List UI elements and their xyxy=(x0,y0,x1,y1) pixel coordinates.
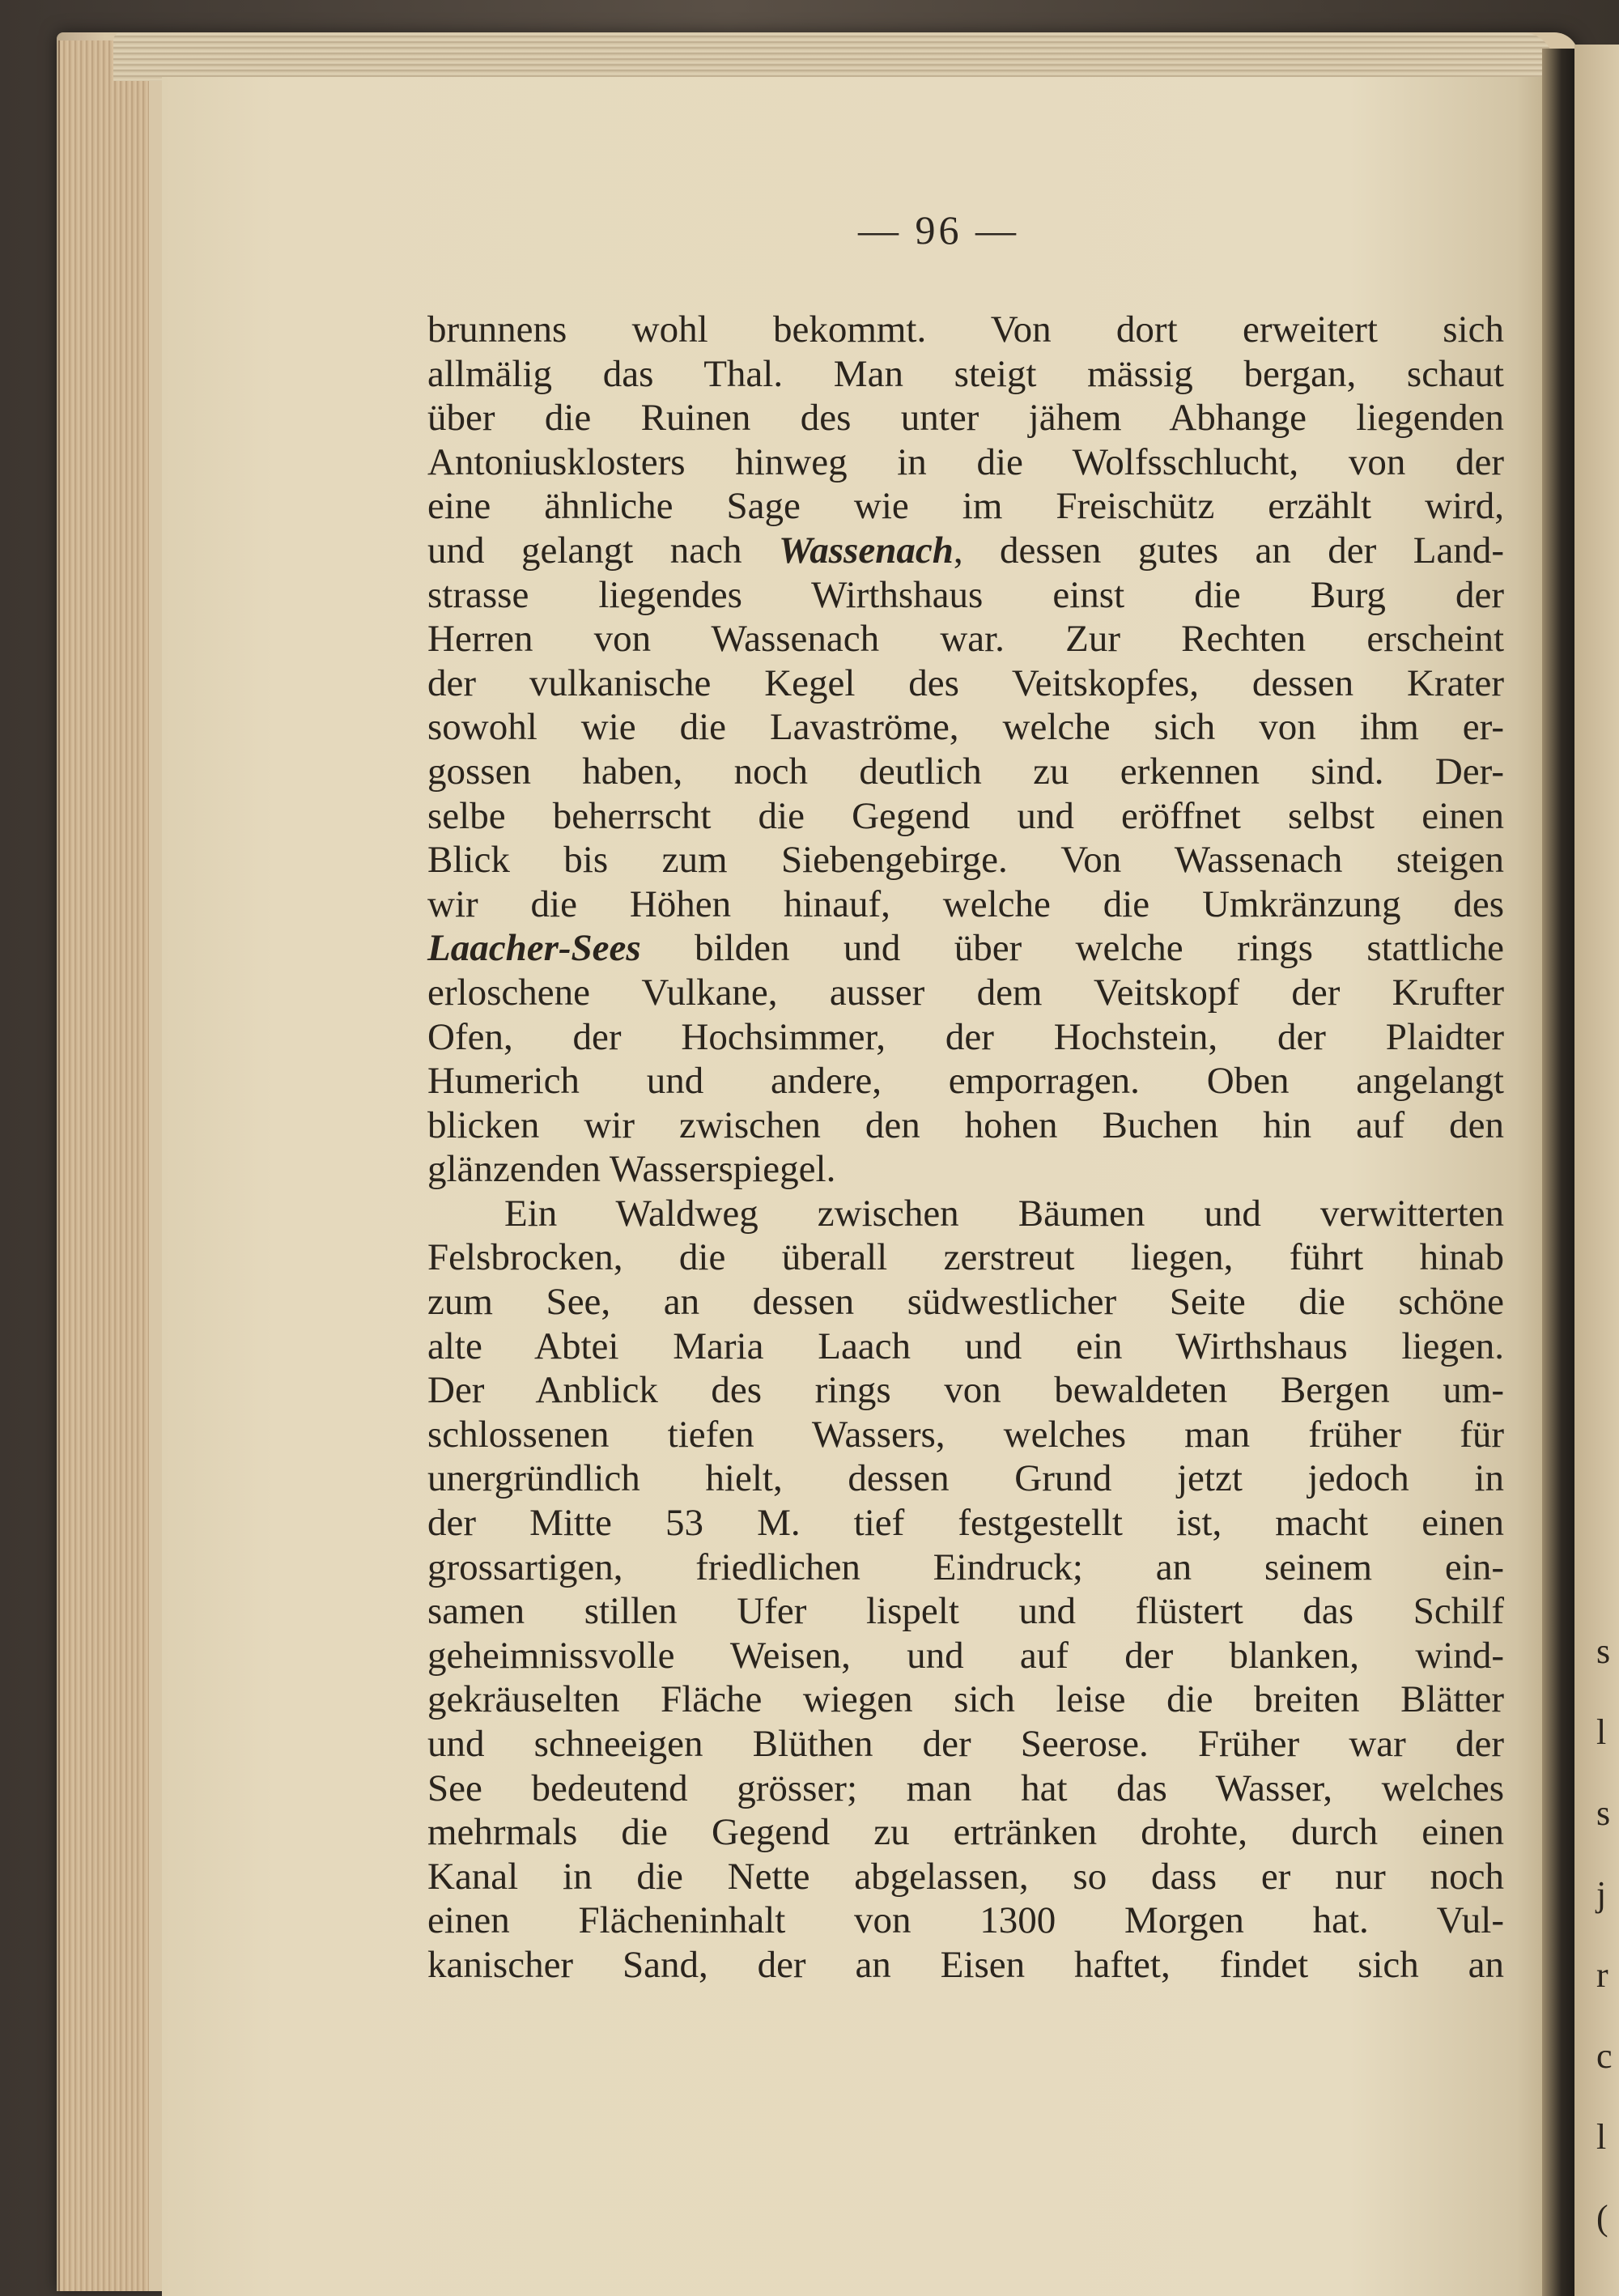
text-line: sowohl wie die Lavaströme, welche sich von ihm er- xyxy=(427,706,1504,749)
text-line: Der Anblick des rings von bewaldeten Bergen um- xyxy=(427,1369,1504,1412)
text-line: wir die Höhen hinauf, welche die Umkränzung des xyxy=(427,882,1504,925)
text-line-with-place xyxy=(427,926,1504,971)
text-line: strasse liegendes Wirthshaus einst die Burg der xyxy=(427,573,1504,616)
text-line: kanischer Sand, der an Eisen haftet, findet sich an xyxy=(427,1943,1504,1986)
text-line: glänzenden Wasserspiegel. xyxy=(427,1148,836,1191)
text-line: gekräuselten Fläche wiegen sich leise die breiten Blätter xyxy=(427,1678,1504,1721)
text-line: erloschene Vulkane, ausser dem Veitskopf der Krufter xyxy=(427,971,1504,1014)
text-line-with-place xyxy=(427,529,1504,573)
text-line: Antoniusklosters hinweg in die Wolfsschlucht, von der xyxy=(427,440,1504,483)
text-line: blicken wir zwischen den hohen Buchen hin auf den xyxy=(427,1103,1504,1146)
facing-letter: l xyxy=(1596,2117,1607,2157)
text-line: allmälig das Thal. Man steigt mässig bergan, schaut xyxy=(427,352,1504,395)
facing-letter: r xyxy=(1596,1955,1608,1995)
facing-letter: s xyxy=(1596,1631,1611,1671)
book-gutter xyxy=(1542,49,1574,2296)
text-line: samen stillen Ufer lispelt und flüstert das Schilf xyxy=(427,1590,1504,1633)
text-line: Kanal in die Nette abgelassen, so dass er nur noch xyxy=(427,1855,1504,1898)
text-line: unergründlich hielt, dessen Grund jetzt jedoch in xyxy=(427,1457,1504,1500)
text-line: Felsbrocken, die überall zerstreut liegen, führt hinab xyxy=(427,1236,1504,1279)
text-line: zum See, an dessen südwestlicher Seite die schöne xyxy=(427,1281,1504,1324)
facing-letter: ( xyxy=(1596,2198,1608,2238)
text-fragment: und gelangt nach xyxy=(427,529,779,572)
text-line: See bedeutend grösser; man hat das Wasser, welches xyxy=(427,1767,1504,1809)
facing-letter: j xyxy=(1596,1874,1607,1914)
text-line: der vulkanische Kegel des Veitskopfes, dessen Krater xyxy=(427,661,1504,704)
text-line: gossen haben, noch deutlich zu erkennen sind. Der- xyxy=(427,750,1504,793)
body-text xyxy=(427,308,1504,1988)
text-line-paragraph-start: Ein Waldweg zwischen Bäumen und verwitterten xyxy=(504,1192,1504,1235)
text-line: Ofen, der Hochsimmer, der Hochstein, der Plaidter xyxy=(427,1015,1504,1058)
text-line: geheimnissvolle Weisen, und auf der blanken, wind- xyxy=(427,1634,1504,1677)
text-line: der Mitte 53 M. tief festgestellt ist, macht einen xyxy=(427,1502,1504,1545)
text-line: Herren von Wassenach war. Zur Rechten erscheint xyxy=(427,618,1504,661)
place-name-laacher-see: Laacher-Sees xyxy=(427,927,641,970)
text-fragment: , dessen gutes an der Land- xyxy=(953,529,1505,572)
text-line: über die Ruinen des unter jähem Abhange liegenden xyxy=(427,397,1504,440)
text-line: und schneeigen Blüthen der Seerose. Früher war der xyxy=(427,1723,1504,1765)
text-line: selbe beherrscht die Gegend und eröffnet selbst einen xyxy=(427,794,1504,837)
text-line: mehrmals die Gegend zu ertränken drohte, durch einen xyxy=(427,1811,1504,1854)
place-name-wassenach: Wassenach xyxy=(778,529,954,572)
text-line: alte Abtei Maria Laach und ein Wirthshaus liegen. xyxy=(427,1324,1504,1367)
page-number: — 96 — xyxy=(858,207,1019,253)
text-line: einen Flächeninhalt von 1300 Morgen hat. Vul- xyxy=(427,1899,1504,1942)
facing-letter: s xyxy=(1596,1793,1611,1833)
text-line: grossartigen, friedlichen Eindruck; an seinem ein- xyxy=(427,1546,1504,1588)
page-stack-top-edge xyxy=(113,32,1554,81)
text-line: Humerich und andere, emporragen. Oben angelangt xyxy=(427,1060,1504,1103)
facing-letter: c xyxy=(1596,2036,1613,2076)
facing-page-letters xyxy=(1596,1611,1619,2259)
facing-letter: l xyxy=(1596,1712,1607,1752)
text-line: schlossenen tiefen Wassers, welches man früher für xyxy=(427,1413,1504,1456)
text-line: eine ähnliche Sage wie im Freischütz erzählt wird, xyxy=(427,485,1504,528)
text-fragment: bilden und über welche rings stattliche xyxy=(640,927,1504,970)
text-line: Blick bis zum Siebengebirge. Von Wassenach steigen xyxy=(427,839,1504,882)
page-stack-fore-edge xyxy=(58,40,149,2291)
text-line: brunnens wohl bekommt. Von dort erweitert sich xyxy=(427,308,1504,351)
